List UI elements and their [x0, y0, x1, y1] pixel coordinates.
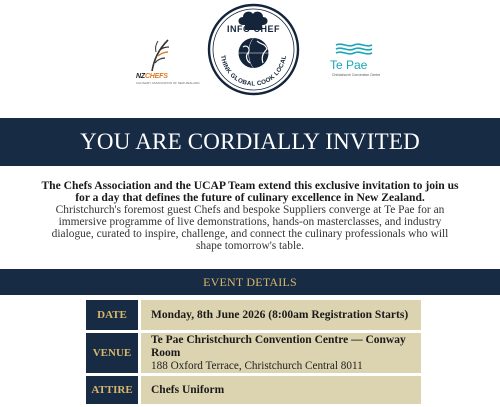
attire-value-cell	[141, 376, 421, 404]
date-row	[86, 300, 421, 330]
nzchefs-tagline: CULINARY ASSOCIATION OF NEW ZEALAND	[136, 81, 200, 85]
wheat-icon	[146, 38, 172, 72]
intro-body: Christchurch's foremost guest Chefs and bespoke Suppliers converge at Te Pae for an immersive programme of live demonstrations, hands-on masterclasses, and industry dialogue, curated to inspire, challenge, and connect the culinary professionals who will shape tomorrow's table.	[51, 204, 449, 252]
attire-value: Chefs Uniform	[151, 383, 225, 396]
venue-value-cell	[141, 333, 421, 373]
wave-icon	[334, 42, 374, 56]
svg-text:THINK GLOBAL COOK LOCAL: THINK GLOBAL COOK LOCAL	[219, 54, 288, 88]
event-details-table	[86, 300, 421, 407]
date-value-cell	[141, 300, 421, 330]
tepae-name: Te Pae	[330, 58, 368, 72]
nzchefs-logo	[128, 38, 200, 86]
venue-name: Te Pae Christchurch Convention Centre — Conway Room	[151, 333, 406, 359]
info-chef-badge	[207, 3, 300, 96]
intro-lead: The Chefs Association and the UCAP Team extend this exclusive invitation to join us for a day that defines the future of culinary excellence in New Zealand.	[41, 179, 459, 204]
nzchefs-wordmark: NZCHEFS	[136, 73, 168, 80]
attire-row	[86, 376, 421, 404]
venue-row	[86, 333, 421, 373]
tepae-subtitle: Christchurch Convention Centre	[332, 73, 381, 77]
info-chef-title: INFO CHEF	[227, 24, 280, 34]
tepae-logo	[326, 42, 386, 92]
globe-chef-hat-icon	[207, 3, 300, 96]
logo-header	[0, 0, 500, 118]
banner-title: YOU ARE CORDIALLY INVITED	[80, 129, 420, 154]
venue-address: 188 Oxford Terrace, Christchurch Central 8011	[151, 359, 363, 372]
event-details-heading: EVENT DETAILS	[203, 274, 297, 289]
invitation-banner	[0, 118, 500, 166]
event-details-bar	[0, 269, 500, 295]
date-value: Monday, 8th June 2026 (8:00am Registration Starts)	[151, 308, 409, 321]
intro-section	[40, 180, 460, 252]
date-label: DATE	[86, 300, 138, 330]
attire-label: ATTIRE	[86, 376, 138, 404]
venue-label: VENUE	[86, 333, 138, 373]
